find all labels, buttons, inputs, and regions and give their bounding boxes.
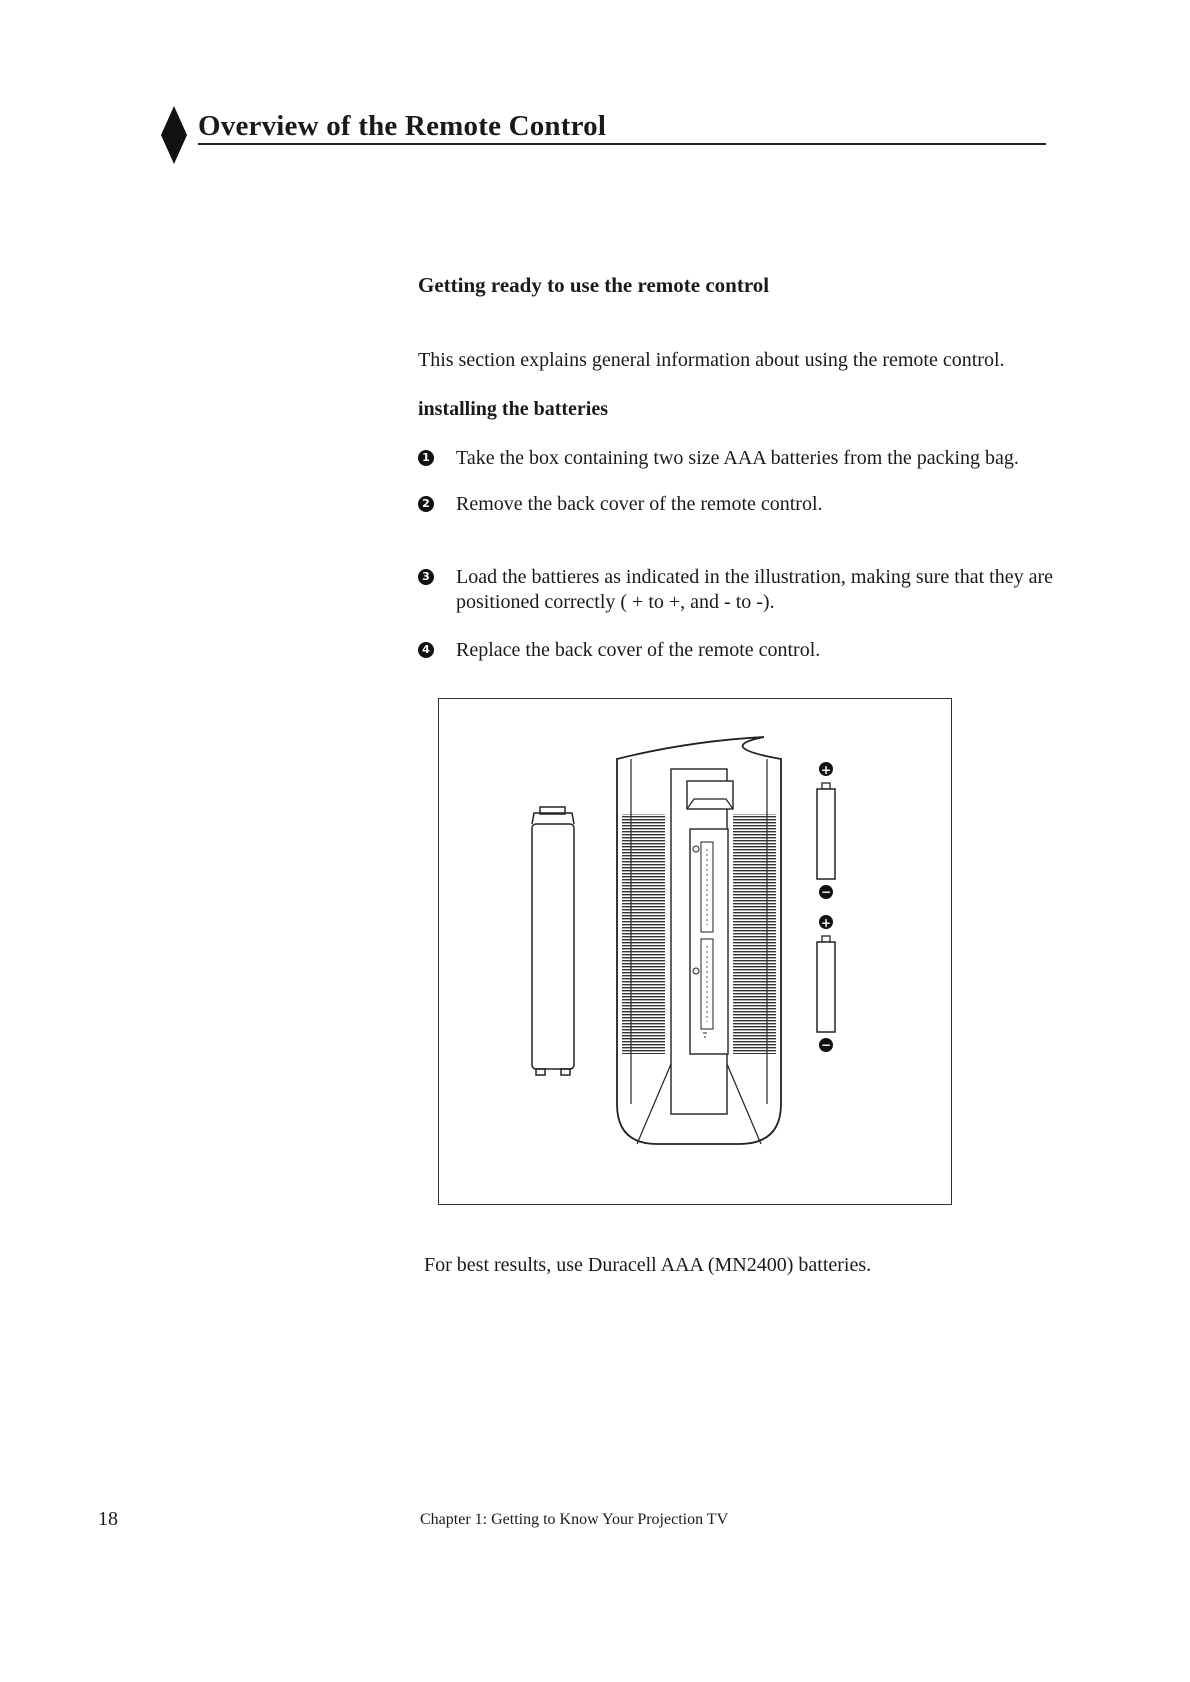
step-text: Take the box containing two size AAA batteries from the packing bag.: [456, 447, 1019, 469]
aaa-battery-bottom: [817, 915, 835, 1052]
aaa-battery-top: [817, 762, 835, 899]
step-text: Load the battieres as indicated in the illustration, making sure that they are positioned correctly ( + to +, and - to -).: [456, 566, 1054, 613]
section-intro: This section explains general information about using the remote control.: [418, 349, 1005, 371]
figure-caption: For best results, use Duracell AAA (MN2400) batteries.: [424, 1254, 872, 1276]
battery-minus-label: −: [820, 885, 832, 899]
step-text: Remove the back cover of the remote control.: [456, 493, 823, 515]
remote-battery-diagram: [439, 699, 951, 1204]
remote-control-body: [617, 737, 781, 1144]
step-number-badge: 1: [418, 450, 434, 466]
chapter-footer: Chapter 1: Getting to Know Your Projection TV: [420, 1511, 729, 1528]
batteries-subheading: installing the batteries: [418, 398, 608, 420]
section-heading: Getting ready to use the remote control: [418, 273, 770, 297]
battery-plus-label: +: [820, 763, 832, 777]
page-number: 18: [98, 1508, 118, 1530]
step-number-badge: 4: [418, 642, 434, 658]
diamond-bullet-icon: [160, 106, 188, 164]
back-cover-panel: [532, 807, 574, 1075]
battery-plus-label: +: [820, 916, 832, 930]
battery-minus-label: −: [820, 1038, 832, 1052]
step-number-badge: 3: [418, 569, 434, 585]
battery-illustration: [438, 698, 952, 1205]
title-underline: [198, 143, 1046, 145]
step-text: Replace the back cover of the remote control.: [456, 639, 821, 661]
step-number-badge: 2: [418, 496, 434, 512]
page-title: Overview of the Remote Control: [198, 110, 607, 142]
